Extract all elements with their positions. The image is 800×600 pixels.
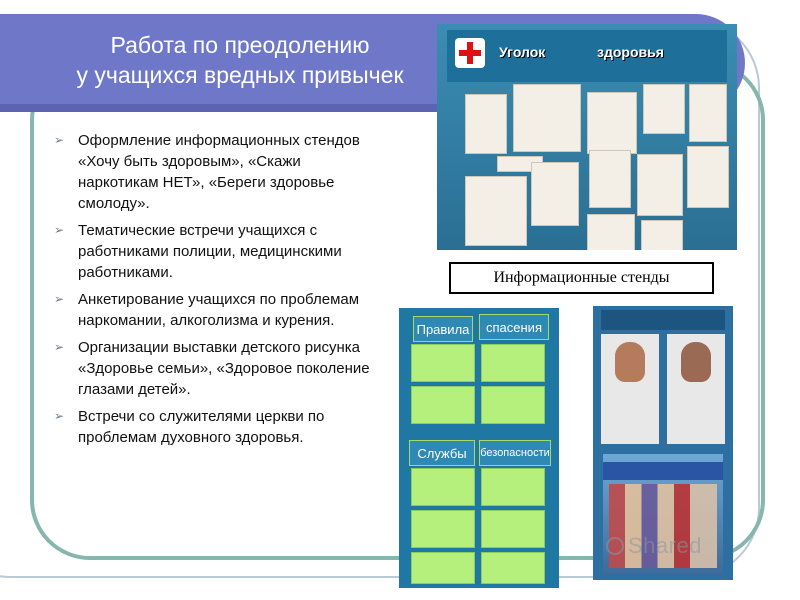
bullet-arrow-icon: ➢ (54, 340, 65, 354)
bullet-item (50, 337, 380, 400)
photo-caption (449, 262, 714, 294)
portrait-photo (667, 334, 725, 444)
stand-header: Правила (413, 316, 473, 342)
stand-poster (513, 84, 581, 152)
stand-poster (687, 146, 729, 208)
bullet-arrow-icon: ➢ (54, 133, 65, 147)
green-sheet (481, 344, 545, 382)
stand-header: безопасности (479, 440, 551, 466)
bullet-text: Анкетирование учащихся по проблемам наркомании, алкоголизма и курения. (78, 291, 360, 329)
stand-label-right: здоровья (597, 44, 664, 60)
bullet-text: Оформление информационных стендов «Хочу быть здоровым», «Скажи наркотикам НЕТ», «Береги здоровье смолоду». (78, 132, 360, 212)
bullet-arrow-icon: ➢ (54, 292, 65, 306)
bullet-arrow-icon: ➢ (54, 409, 65, 423)
slide-title-line-2: у учащихся вредных привычек (76, 62, 404, 88)
red-cross-icon (455, 38, 485, 68)
stand-poster (643, 84, 685, 134)
stand-header: Службы (409, 440, 475, 466)
stand-label-left: Уголок (499, 44, 546, 60)
stand-poster (641, 220, 683, 250)
stand-poster (689, 84, 727, 142)
board-header (601, 310, 725, 330)
portrait-photo (601, 334, 659, 444)
slide-title-line-1: Работа по преодолению (110, 32, 370, 58)
green-sheet (481, 386, 545, 424)
stand-poster (465, 94, 507, 154)
stand-poster (465, 176, 527, 246)
bullet-text: Организации выставки детского рисунка «Здоровье семьи», «Здоровое поколение глазами детей». (78, 339, 370, 398)
stand-poster (589, 150, 631, 208)
green-sheet (411, 552, 475, 584)
bullet-item (50, 406, 380, 448)
bullet-item (50, 220, 380, 283)
bullet-item (50, 289, 380, 331)
stand-poster (531, 162, 579, 226)
poster-band (603, 462, 723, 480)
watermark-text: Shared (628, 533, 702, 558)
green-sheet (411, 386, 475, 424)
green-sheet (411, 510, 475, 548)
green-sheet (411, 468, 475, 506)
green-sheet (481, 510, 545, 548)
bullet-arrow-icon: ➢ (54, 223, 65, 237)
stand-poster (587, 92, 637, 154)
photo-health-corner-stand (437, 24, 737, 250)
bullet-text: Тематические встречи учащихся с работниками полиции, медицинскими работниками. (78, 222, 342, 281)
watermark (606, 533, 702, 559)
stand-banner (447, 30, 727, 82)
title-band-shadow (0, 104, 440, 112)
stand-poster (637, 154, 683, 216)
green-sheet (481, 468, 545, 506)
bullet-list (50, 130, 380, 454)
photo-rescue-rules-stand (399, 308, 559, 588)
bullet-item (50, 130, 380, 214)
green-sheet (411, 344, 475, 382)
bullet-text: Встречи со служителями церкви по проблемам духовного здоровья. (78, 408, 325, 446)
stand-poster (587, 214, 635, 250)
watermark-logo-icon (606, 537, 624, 555)
slide-title (40, 30, 440, 90)
photo-caption-text: Информационные стенды (493, 269, 670, 286)
stand-header: спасения (479, 314, 549, 340)
portrait-face (615, 342, 645, 382)
green-sheet (481, 552, 545, 584)
portrait-face (681, 342, 711, 382)
